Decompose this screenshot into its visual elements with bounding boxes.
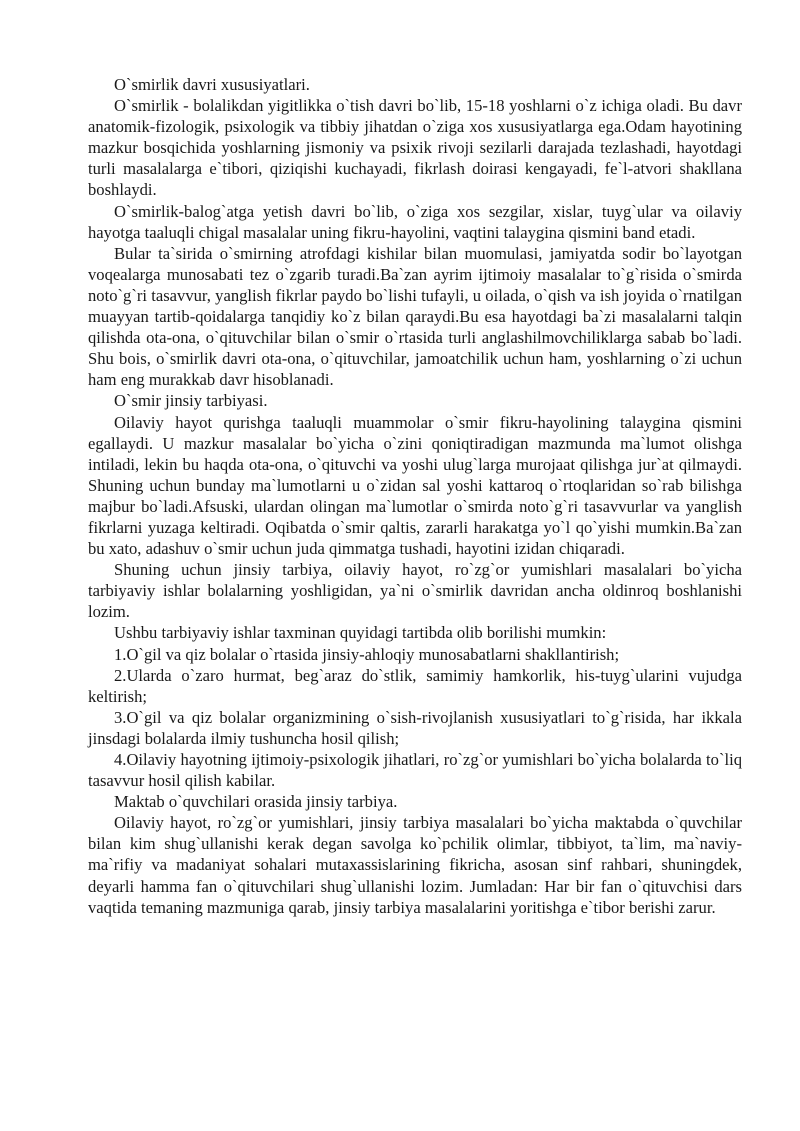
heading-adolescence-features: O`smirlik davri xususiyatlari. [114, 75, 310, 94]
paragraph-order-intro: Ushbu tarbiyaviy ishlar taxminan quyidagi tartibda olib borilishi mumkin: [114, 623, 607, 643]
list-item-2: 2.Ularda o`zaro hurmat, beg`araz do`stlik, samimiy hamkorlik, his-tuyg`ularini vujudga keltirish; [88, 665, 742, 706]
paragraph-family-issues: Oilaviy hayot qurishga taaluqli muammolar o`smir fikru-hayolining talaygina qismini egallaydi. U mazkur masalalar bo`yicha o`zini qoniqtiradigan mazmunda ma`lumot olishga intiladi, lekin bu haqda ota-ona, o`qituvchi va yoshi ulug`larga murojaat qilishga jur`at qilmaydi. Shuning uchun bunday ma`lumotlarni u o`zidan sal yoshi kattaroq o`rtoqlaridan so`rab bilishga majbur bo`ladi.Afsuski, ulardan olingan ma`lumotlar o`smirda noto`g`ri tasavvurlar va yanglish fikrlarni yuzaga keltiradi. Oqibatda o`smir qaltis, zararli harakatga yo`l qo`yishi mumkin.Ba`zan bu xato, adashuv o`smir uchun juda qimmatga tushadi, hayotini izidan chiqaradi. [88, 412, 742, 559]
paragraph-teachers-role: Oilaviy hayot, ro`zg`or yumishlari, jinsiy tarbiya masalalari bo`yicha maktabda o`quvchilar bilan kim shug`ullanishi kerak degan savolga ko`pchilik olimlar, tibbiyot, ta`lim, ma`naviy-ma`rifiy va madaniyat sohalari mutaxassislarining fikricha, asosan sinf rahbari, shuningdek, deyarli hamma fan o`qituvchilari shug`ullanishi lozim. Jumladan: Har bir fan o`qituvchisi dars vaqtida temaning mazmuniga qarab, jinsiy tarbiya masalalarini yoritishga e`tibor berishi zarur. [88, 813, 742, 917]
list-item-4: 4.Oilaviy hayotning ijtimoiy-psixologik jihatlari, ro`zg`or yumishlari bo`yicha bolalarda to`liq tasavvur hosil qilish kabilar. [88, 750, 742, 791]
heading-school-sex-education: Maktab o`quvchilari orasida jinsiy tarbiya. [114, 792, 398, 812]
paragraph-puberty: O`smirlik-balog`atga yetish davri bo`lib, o`ziga xos sezgilar, xislar, tuyg`ular va oilaviy hayotga taaluqli chigal masalalar uning fikru-hayolini, vaqtini talaygina qismini band etadi. [88, 201, 742, 242]
paragraph-early-start: Shuning uchun jinsiy tarbiya, oilaviy hayot, ro`zg`or yumishlari masalalari bo`yicha tarbiyaviy ishlar bolalarning yoshligidan, ya`ni o`smirlik davridan ancha oldinroq boshlanishi lozim. [88, 560, 742, 622]
paragraph-adolescence-definition: O`smirlik - bolalikdan yigitlikka o`tish davri bo`lib, 15-18 yoshlarni o`z ichiga oladi. Bu davr anatomik-fizologik, psixologik va tibbiy jihatdan o`ziga xos xususiyatlarga ega.Odam hayotining mazkur bosqichida yoshlarning jismoniy va psixik rivoji sezilarli darajada tezlashadi, hayotdagi turli masalalarga e`tibori, qiziqishi kuchayadi, fikrlash doirasi kengayadi, fe`l-atvori shakllana boshlaydi. [88, 96, 742, 200]
list-item-3: 3.O`gil va qiz bolalar organizmining o`sish-rivojlanish xususiyatlari to`g`risida, har ikkala jinsdagi bolalarda ilmiy tushuncha hosil qilish; [88, 707, 742, 748]
paragraph-social-relations: Bular ta`sirida o`smirning atrofdagi kishilar bilan muomulasi, jamiyatda sodir bo`layotgan voqealarga munosabati tez o`zgarib turadi.Ba`zan ayrim ijtimoiy masalalar to`g`risida o`smirda noto`g`ri tasavvur, yanglish fikrlar paydo bo`lishi tufayli, u oilada, o`qish va ish joyida o`rnatilgan muayyan tartib-qoidalarga tanqidiy ko`z bilan qaraydi.Bu esa hayotdagi ba`zi masalalarni talqin qilishda ota-ona, o`qituvchilar bilan o`smir o`rtasida turli anglashilmovchiliklarga sabab bo`ladi. Shu bois, o`smirlik davri ota-ona, o`qituvchilar, jamoatchilik uchun ham, yoshlarning o`zi uchun ham eng murakkab davr hisoblanadi. [88, 243, 742, 390]
list-item-1: 1.O`gil va qiz bolalar o`rtasida jinsiy-ahloqiy munosabatlarni shakllantirish; [114, 644, 620, 664]
heading-sex-education: O`smir jinsiy tarbiyasi. [114, 391, 268, 411]
